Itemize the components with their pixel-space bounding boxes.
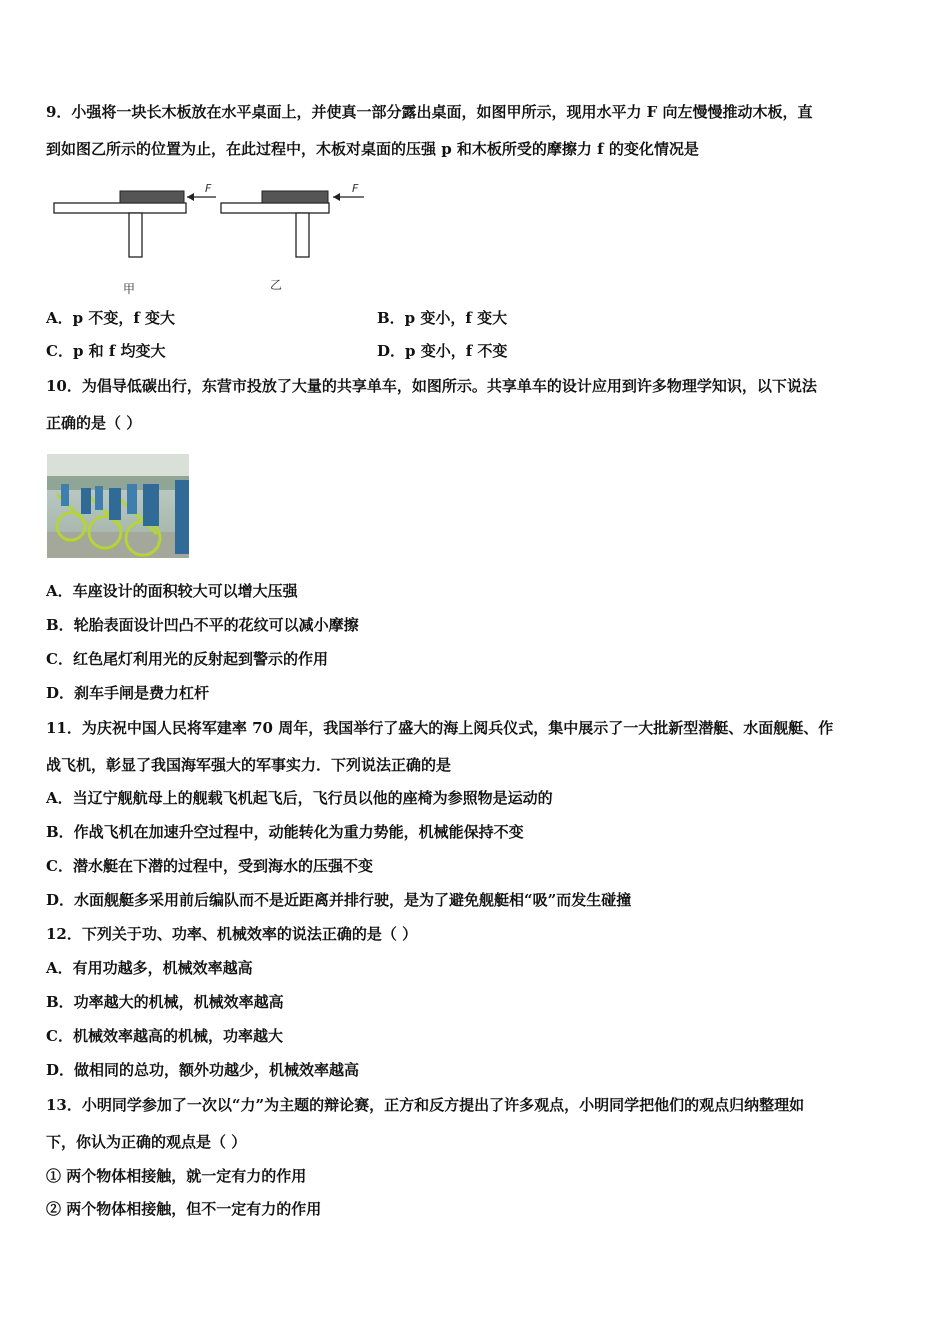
q10-option-a: A．车座设计的面积较大可以增大压强 bbox=[46, 582, 298, 600]
q9-option-d: D．p 变小，f 不变 bbox=[377, 342, 508, 360]
figure-yi bbox=[221, 191, 364, 257]
q9-stem-line-2: 到如图乙所示的位置为止，在此过程中，木板对桌面的压强 p 和木板所受的摩擦力 f 的变化情况是 bbox=[46, 140, 699, 158]
q10-stem-line-1: 10．为倡导低碳出行，东营市投放了大量的共享单车，如图所示。共享单车的设计应用到许多物理学知识，以下说法 bbox=[46, 377, 817, 395]
bike-illustration bbox=[47, 454, 189, 558]
q10-option-d: D．刹车手闸是费力杠杆 bbox=[46, 684, 210, 702]
force-label-yi: F bbox=[352, 182, 359, 195]
q12-option-a: A．有用功越多，机械效率越高 bbox=[46, 959, 253, 977]
q10-option-c: C．红色尾灯利用光的反射起到警示的作用 bbox=[46, 650, 328, 668]
q12-option-d: D．做相同的总功，额外功越少，机械效率越高 bbox=[46, 1061, 360, 1079]
q11-option-d: D．水面舰艇多采用前后编队而不是近距离并排行驶，是为了避免舰艇相“吸”而发生碰撞 bbox=[46, 891, 632, 909]
q11-option-b: B．作战飞机在加速升空过程中，动能转化为重力势能，机械能保持不变 bbox=[46, 823, 524, 841]
figure-jia bbox=[54, 191, 216, 257]
q13-stem-line-2: 下，你认为正确的观点是（ ） bbox=[46, 1133, 247, 1151]
q11-option-a: A．当辽宁舰航母上的舰载飞机起飞后，飞行员以他的座椅为参照物是运动的 bbox=[46, 789, 553, 807]
q11-option-c: C．潜水艇在下潜的过程中，受到海水的压强不变 bbox=[46, 857, 373, 875]
q11-stem-line-2: 战飞机，彰显了我国海军强大的军事实力．下列说法正确的是 bbox=[46, 756, 452, 774]
q12-option-b: B．功率越大的机械，机械效率越高 bbox=[46, 993, 284, 1011]
q10-option-b: B．轮胎表面设计凹凸不平的花纹可以减小摩擦 bbox=[46, 616, 359, 634]
shared-bikes-photo bbox=[47, 454, 189, 558]
q10-stem-line-2: 正确的是（ ） bbox=[46, 414, 142, 432]
q9-figure bbox=[46, 178, 376, 293]
q12-option-c: C．机械效率越高的机械，功率越大 bbox=[46, 1027, 283, 1045]
caption-jia: 甲 bbox=[123, 282, 136, 296]
q9-stem-line-1: 9．小强将一块长木板放在水平桌面上，并使真一部分露出桌面，如图甲所示，现用水平力 F 向左慢慢推动木板，直 bbox=[46, 103, 813, 121]
q9-option-a: A．p 不变，f 变大 bbox=[46, 309, 176, 327]
q9-option-c: C．p 和 f 均变大 bbox=[46, 342, 166, 360]
q13-point-1: ① 两个物体相接触，就一定有力的作用 bbox=[46, 1167, 307, 1185]
caption-yi: 乙 bbox=[270, 278, 283, 292]
q13-stem-line-1: 13．小明同学参加了一次以“力”为主题的辩论赛，正方和反方提出了许多观点，小明同学把他们的观点归纳整理如 bbox=[46, 1096, 805, 1114]
q12-stem: 12．下列关于功、功率、机械效率的说法正确的是（ ） bbox=[46, 925, 418, 943]
q9-option-b: B．p 变小，f 变大 bbox=[377, 309, 508, 327]
force-label-jia: F bbox=[205, 182, 212, 195]
q13-point-2: ② 两个物体相接触，但不一定有力的作用 bbox=[46, 1200, 322, 1218]
q11-stem-line-1: 11．为庆祝中国人民将军建率 70 周年，我国举行了盛大的海上阅兵仪式，集中展示了一大批新型潜艇、水面舰艇、作 bbox=[46, 719, 834, 737]
